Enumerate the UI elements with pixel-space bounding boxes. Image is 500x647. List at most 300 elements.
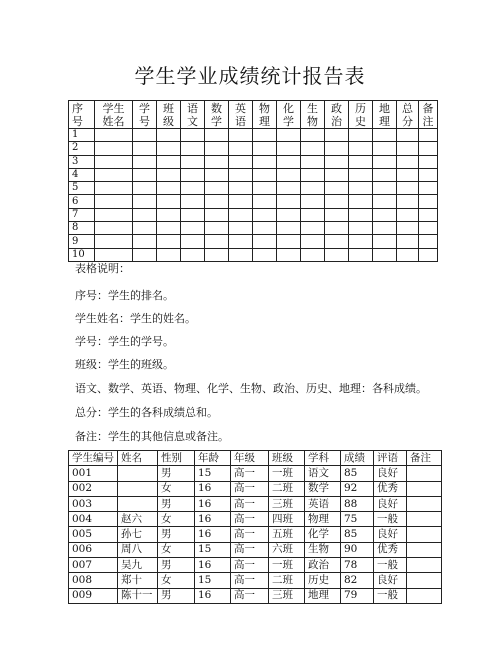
- table-cell: [133, 155, 157, 168]
- table-cell: 六班: [269, 542, 305, 557]
- table-cell: 三班: [269, 588, 305, 603]
- table-cell: [181, 129, 205, 142]
- table-row: [69, 512, 442, 527]
- column-header-label: 语: [187, 101, 198, 115]
- table-cell: 90: [341, 542, 374, 557]
- row-number: 7: [69, 208, 95, 221]
- table-cell: 男: [158, 527, 195, 542]
- table-cell: [407, 573, 442, 588]
- table-cell: [419, 248, 438, 261]
- table-cell: [419, 235, 438, 248]
- table-cell: [133, 168, 157, 181]
- table-cell: [205, 195, 229, 208]
- table-cell: 高一: [231, 588, 269, 603]
- table-cell: [349, 222, 373, 235]
- row-number: 3: [69, 155, 95, 168]
- column-header: [397, 101, 419, 129]
- table-cell: [277, 168, 301, 181]
- table-cell: [133, 195, 157, 208]
- column-header-label: 文: [187, 114, 198, 128]
- table-cell: [229, 208, 253, 221]
- table-cell: [95, 222, 133, 235]
- table-cell: 赵六: [118, 512, 158, 527]
- table-cell: [277, 142, 301, 155]
- table-cell: 良好: [374, 466, 407, 481]
- table-cell: 003: [69, 496, 118, 511]
- blank-score-table: [68, 100, 438, 262]
- table-cell: 陈十一: [118, 588, 158, 603]
- column-header-label: 号: [72, 114, 83, 128]
- table-cell: 16: [195, 558, 231, 573]
- table-cell: 数学: [305, 481, 341, 496]
- table-cell: [277, 182, 301, 195]
- table-cell: 历史: [305, 573, 341, 588]
- table-row: [69, 195, 438, 208]
- table-row: [69, 142, 438, 155]
- column-header-label: 姓名: [102, 114, 125, 128]
- table-row: [69, 588, 442, 603]
- table-cell: 78: [341, 558, 374, 573]
- table-cell: 男: [158, 588, 195, 603]
- table-row: [69, 496, 442, 511]
- table-cell: [157, 195, 181, 208]
- table-cell: [277, 195, 301, 208]
- table-cell: [95, 235, 133, 248]
- table-cell: [419, 155, 438, 168]
- table-cell: [253, 182, 277, 195]
- table-cell: [373, 129, 397, 142]
- table-cell: 男: [158, 558, 195, 573]
- table-cell: [419, 208, 438, 221]
- table-cell: 15: [195, 466, 231, 481]
- table-cell: 16: [195, 588, 231, 603]
- table-cell: [229, 235, 253, 248]
- column-header-label: 学: [211, 114, 222, 128]
- table-cell: [277, 129, 301, 142]
- note-line: 序号：学生的排名。: [75, 289, 174, 302]
- table-row: [69, 182, 438, 195]
- table-cell: [325, 195, 349, 208]
- column-header-label: 治: [331, 114, 342, 128]
- table-cell: [325, 155, 349, 168]
- table-cell: [157, 129, 181, 142]
- table-cell: [95, 208, 133, 221]
- table-row: [69, 573, 442, 588]
- table-cell: 79: [341, 588, 374, 603]
- table-cell: [419, 182, 438, 195]
- table-cell: 三班: [269, 496, 305, 511]
- column-header: 成绩: [341, 451, 374, 466]
- table-cell: [157, 248, 181, 261]
- table-cell: [133, 182, 157, 195]
- table-cell: [95, 168, 133, 181]
- table-cell: [373, 208, 397, 221]
- table-cell: [407, 512, 442, 527]
- table-cell: 75: [341, 512, 374, 527]
- table-cell: [407, 527, 442, 542]
- column-header: [95, 101, 133, 129]
- table-cell: [118, 496, 158, 511]
- table-cell: 女: [158, 481, 195, 496]
- table-cell: [205, 155, 229, 168]
- table-cell: [118, 481, 158, 496]
- table-cell: [253, 129, 277, 142]
- table-cell: 女: [158, 542, 195, 557]
- table-cell: 男: [158, 466, 195, 481]
- note-line: 总分：学生的各科成绩总和。: [75, 406, 218, 419]
- column-header: 学科: [305, 451, 341, 466]
- table-cell: [325, 222, 349, 235]
- table-cell: 92: [341, 481, 374, 496]
- column-header-label: 历: [355, 101, 366, 115]
- table-cell: 高一: [231, 542, 269, 557]
- table-cell: 一般: [374, 558, 407, 573]
- table-cell: 高一: [231, 527, 269, 542]
- table-cell: [253, 155, 277, 168]
- column-header: 年龄: [195, 451, 231, 466]
- table-cell: [349, 155, 373, 168]
- table-cell: [253, 142, 277, 155]
- table-cell: [349, 248, 373, 261]
- column-header-label: 物: [259, 101, 270, 115]
- table-cell: 良好: [374, 496, 407, 511]
- table-cell: [373, 155, 397, 168]
- table-cell: [157, 142, 181, 155]
- table-cell: 009: [69, 588, 118, 603]
- table-cell: [397, 222, 419, 235]
- table-cell: 女: [158, 573, 195, 588]
- table-cell: 88: [341, 496, 374, 511]
- table-cell: [277, 248, 301, 261]
- note-line: 学号：学生的学号。: [75, 335, 174, 348]
- column-header: [301, 101, 325, 129]
- table-cell: [419, 222, 438, 235]
- column-header-label: 学: [139, 101, 150, 115]
- row-number: 5: [69, 182, 95, 195]
- table-cell: 一般: [374, 512, 407, 527]
- table-cell: [181, 182, 205, 195]
- table-cell: 高一: [231, 512, 269, 527]
- table-cell: 高一: [231, 466, 269, 481]
- table-cell: [229, 142, 253, 155]
- table-cell: 优秀: [374, 542, 407, 557]
- table-cell: [277, 155, 301, 168]
- column-header: [419, 101, 438, 129]
- table-cell: [133, 235, 157, 248]
- table-cell: [229, 195, 253, 208]
- table-cell: 地理: [305, 588, 341, 603]
- table-cell: [95, 195, 133, 208]
- column-header: [229, 101, 253, 129]
- column-header-label: 理: [379, 114, 390, 128]
- table-cell: [181, 195, 205, 208]
- column-header-label: 学: [283, 114, 294, 128]
- table-row: [69, 542, 442, 557]
- table-cell: 008: [69, 573, 118, 588]
- table-cell: 一班: [269, 466, 305, 481]
- table-cell: [95, 155, 133, 168]
- column-header: [205, 101, 229, 129]
- table-cell: [397, 248, 419, 261]
- column-header-label: 史: [355, 114, 366, 128]
- table-cell: 良好: [374, 573, 407, 588]
- table-cell: [301, 129, 325, 142]
- table-cell: 85: [341, 466, 374, 481]
- row-number: 9: [69, 235, 95, 248]
- table-cell: [397, 168, 419, 181]
- table-cell: [118, 466, 158, 481]
- column-header-label: 总: [402, 101, 413, 115]
- table-cell: [325, 235, 349, 248]
- table-cell: [349, 168, 373, 181]
- column-header-label: 数: [211, 101, 222, 115]
- table-cell: 15: [195, 542, 231, 557]
- column-header-label: 生: [307, 101, 318, 115]
- row-number: 6: [69, 195, 95, 208]
- table-row: [69, 466, 442, 481]
- table-cell: 郑十: [118, 573, 158, 588]
- table-cell: [407, 588, 442, 603]
- student-score-table: [68, 450, 442, 604]
- table-cell: 化学: [305, 527, 341, 542]
- table-cell: [133, 222, 157, 235]
- table-cell: [205, 222, 229, 235]
- table-cell: [419, 142, 438, 155]
- row-number: 10: [69, 248, 95, 261]
- table-cell: [373, 235, 397, 248]
- column-header-label: 英: [235, 101, 246, 115]
- column-header: [373, 101, 397, 129]
- column-header-label: 理: [259, 114, 270, 128]
- table-cell: [373, 168, 397, 181]
- column-header: [253, 101, 277, 129]
- table-cell: [181, 155, 205, 168]
- table-cell: 四班: [269, 512, 305, 527]
- note-line: 备注：学生的其他信息或备注。: [75, 430, 229, 443]
- table-cell: [229, 168, 253, 181]
- table-cell: 高一: [231, 496, 269, 511]
- table-row: [69, 558, 442, 573]
- table-cell: [325, 208, 349, 221]
- table-cell: [349, 182, 373, 195]
- table-cell: [181, 168, 205, 181]
- table-cell: [253, 208, 277, 221]
- column-header-label: 注: [422, 114, 434, 128]
- table-cell: 男: [158, 496, 195, 511]
- table-cell: [373, 222, 397, 235]
- table-cell: 物理: [305, 512, 341, 527]
- table-cell: 高一: [231, 558, 269, 573]
- table-cell: [397, 235, 419, 248]
- table-cell: [205, 248, 229, 261]
- table-cell: [373, 248, 397, 261]
- table-cell: 生物: [305, 542, 341, 557]
- column-header: [349, 101, 373, 129]
- table-cell: [157, 168, 181, 181]
- column-header: [181, 101, 205, 129]
- table-cell: [133, 129, 157, 142]
- table-header-row: [69, 451, 442, 466]
- table-cell: 吴九: [118, 558, 158, 573]
- column-header: 姓名: [118, 451, 158, 466]
- table-row: [69, 481, 442, 496]
- table-cell: 语文: [305, 466, 341, 481]
- table-cell: 16: [195, 496, 231, 511]
- table-cell: 二班: [269, 573, 305, 588]
- row-number: 1: [69, 129, 95, 142]
- table-cell: [373, 195, 397, 208]
- column-header-label: 地: [379, 101, 390, 115]
- table-cell: 英语: [305, 496, 341, 511]
- table-cell: [349, 195, 373, 208]
- table-cell: [373, 142, 397, 155]
- table-cell: [397, 182, 419, 195]
- column-header-label: 班: [163, 101, 174, 115]
- column-header: [133, 101, 157, 129]
- table-cell: [397, 208, 419, 221]
- table-cell: 002: [69, 481, 118, 496]
- table-cell: [229, 155, 253, 168]
- row-number: 4: [69, 168, 95, 181]
- table-cell: [229, 222, 253, 235]
- table-cell: [419, 129, 438, 142]
- table-cell: [95, 182, 133, 195]
- table-cell: [301, 142, 325, 155]
- table-cell: [277, 208, 301, 221]
- table-cell: [301, 195, 325, 208]
- table-cell: [205, 208, 229, 221]
- column-header-label: 物: [307, 114, 318, 128]
- table-cell: 16: [195, 512, 231, 527]
- table-cell: 二班: [269, 481, 305, 496]
- table-cell: 004: [69, 512, 118, 527]
- table-cell: [407, 542, 442, 557]
- table-cell: [205, 168, 229, 181]
- table-cell: [133, 142, 157, 155]
- column-header: 班级: [269, 451, 305, 466]
- table-cell: [349, 208, 373, 221]
- table-cell: 一般: [374, 588, 407, 603]
- table-cell: 001: [69, 466, 118, 481]
- table-cell: [181, 235, 205, 248]
- column-header-label: 序: [72, 101, 83, 115]
- column-header-label: 学生: [102, 101, 125, 115]
- table-cell: [205, 235, 229, 248]
- column-header-label: 政: [331, 101, 342, 115]
- table-cell: 高一: [231, 481, 269, 496]
- column-header: 备注: [407, 451, 442, 466]
- table-cell: [133, 248, 157, 261]
- table-row: [69, 168, 438, 181]
- table-cell: [349, 235, 373, 248]
- table-header-row: [69, 101, 438, 129]
- column-header-label: 化: [283, 101, 294, 115]
- table-cell: [277, 222, 301, 235]
- table-cell: [301, 168, 325, 181]
- table-cell: 16: [195, 527, 231, 542]
- table-cell: [157, 222, 181, 235]
- table-cell: [205, 129, 229, 142]
- table-row: [69, 235, 438, 248]
- table-cell: [325, 129, 349, 142]
- table-cell: [181, 142, 205, 155]
- table-cell: [229, 182, 253, 195]
- table-cell: [157, 235, 181, 248]
- column-header: 年级: [231, 451, 269, 466]
- table-cell: [253, 235, 277, 248]
- column-header-label: 分: [402, 114, 413, 128]
- note-line: 语文、数学、英语、物理、化学、生物、政治、历史、地理：各科成绩。: [75, 382, 427, 395]
- notes-heading: 表格说明：: [75, 262, 130, 275]
- table-row: [69, 208, 438, 221]
- column-header: [69, 101, 95, 129]
- table-cell: [407, 496, 442, 511]
- table-cell: [181, 208, 205, 221]
- table-cell: [253, 195, 277, 208]
- table-cell: 五班: [269, 527, 305, 542]
- table-cell: [325, 248, 349, 261]
- table-cell: [301, 222, 325, 235]
- column-header-label: 语: [235, 114, 246, 128]
- table-cell: [277, 235, 301, 248]
- table-cell: 高一: [231, 573, 269, 588]
- table-cell: [205, 182, 229, 195]
- table-cell: 006: [69, 542, 118, 557]
- table-cell: 优秀: [374, 481, 407, 496]
- table-cell: 16: [195, 481, 231, 496]
- page-title: 学生学业成绩统计报告表: [134, 64, 366, 88]
- column-header: 性别: [158, 451, 195, 466]
- table-row: [69, 155, 438, 168]
- table-cell: [325, 168, 349, 181]
- table-cell: [133, 208, 157, 221]
- table-row: [69, 527, 442, 542]
- column-header-label: 备: [422, 101, 434, 115]
- table-row: [69, 222, 438, 235]
- table-cell: [253, 168, 277, 181]
- table-cell: [95, 142, 133, 155]
- table-cell: [205, 142, 229, 155]
- table-row: [69, 129, 438, 142]
- table-cell: [229, 129, 253, 142]
- row-number: 8: [69, 222, 95, 235]
- table-cell: [229, 248, 253, 261]
- column-header: 评语: [374, 451, 407, 466]
- table-cell: [419, 168, 438, 181]
- table-cell: 15: [195, 573, 231, 588]
- table-cell: [95, 129, 133, 142]
- table-cell: [397, 155, 419, 168]
- table-cell: [407, 558, 442, 573]
- table-cell: [181, 222, 205, 235]
- table-cell: [157, 182, 181, 195]
- column-header-label: 号: [139, 114, 150, 128]
- table-cell: [157, 155, 181, 168]
- table-cell: [397, 129, 419, 142]
- table-cell: 005: [69, 527, 118, 542]
- table-cell: 007: [69, 558, 118, 573]
- table-cell: [253, 248, 277, 261]
- table-cell: 政治: [305, 558, 341, 573]
- table-cell: [325, 142, 349, 155]
- table-cell: [157, 208, 181, 221]
- table-cell: [301, 235, 325, 248]
- table-cell: [407, 466, 442, 481]
- row-number: 2: [69, 142, 95, 155]
- table-cell: 一班: [269, 558, 305, 573]
- table-cell: [181, 248, 205, 261]
- table-cell: [419, 195, 438, 208]
